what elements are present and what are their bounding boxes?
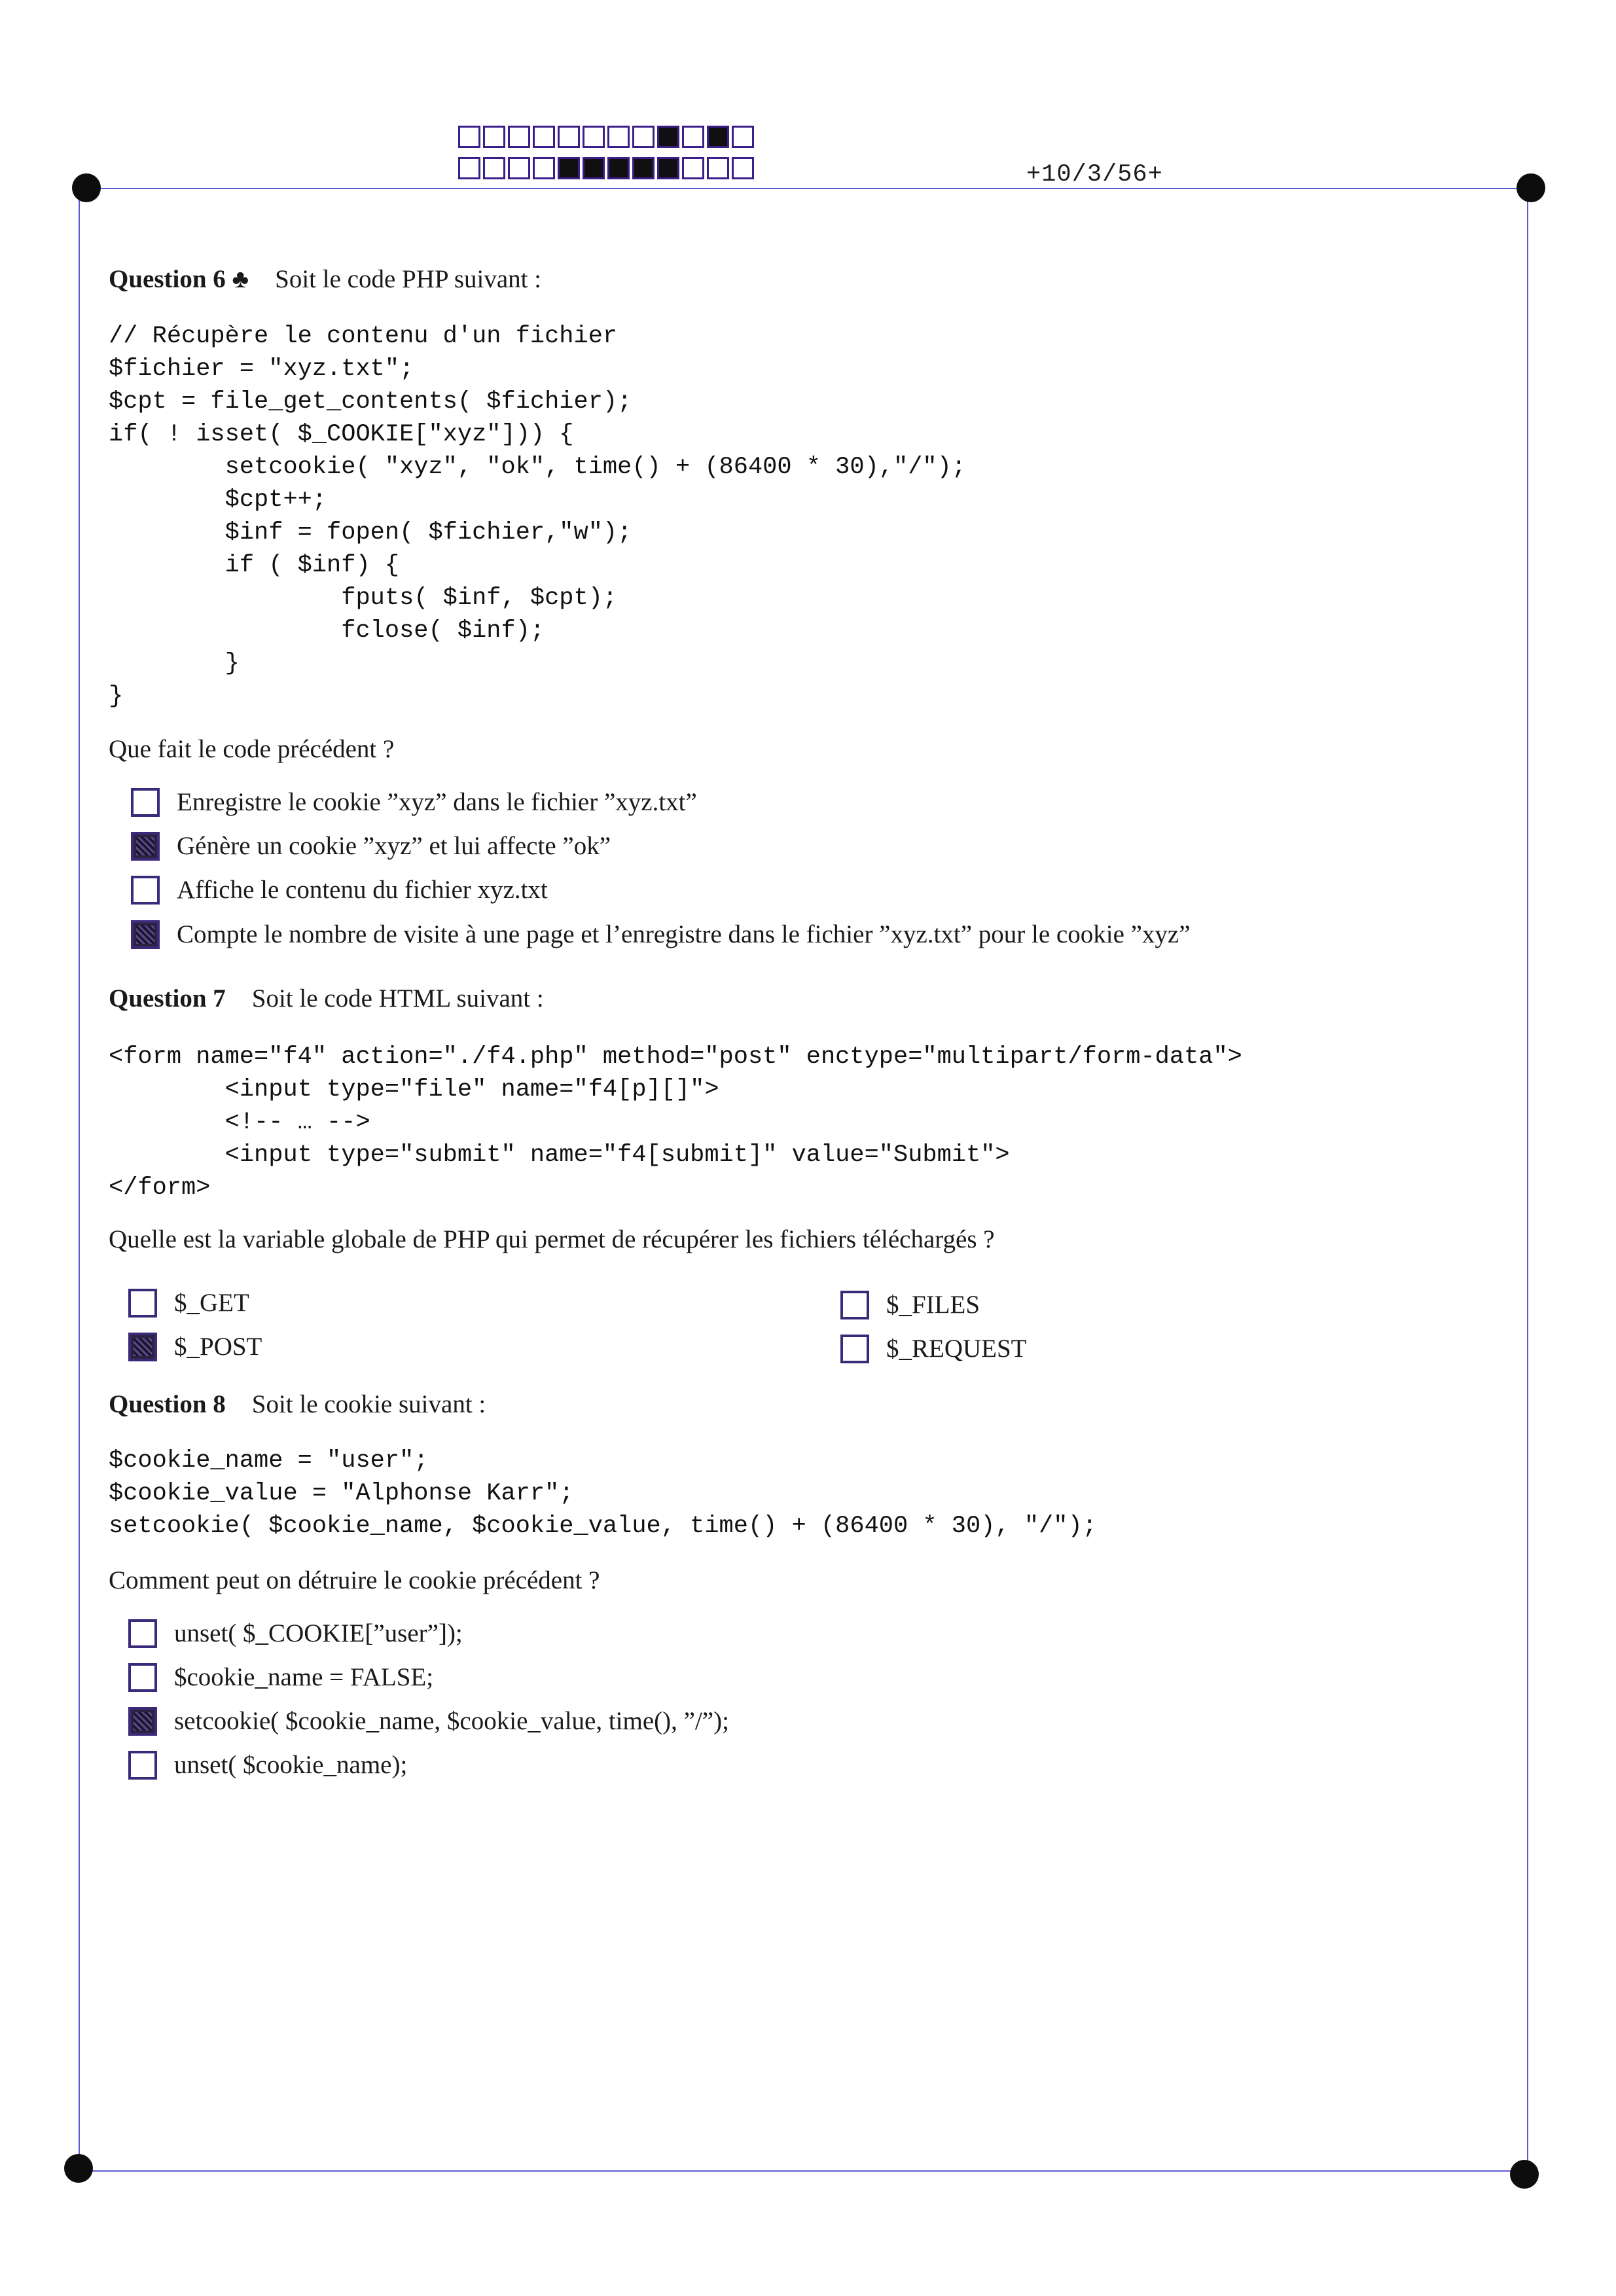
checkbox[interactable]	[131, 876, 160, 905]
question-7-title	[109, 984, 544, 1013]
choice-label: $_FILES	[886, 1291, 980, 1319]
id-grid-cell	[483, 157, 505, 179]
checkbox[interactable]	[128, 1289, 157, 1318]
choice-label: unset( $_COOKIE[”user”]);	[174, 1619, 463, 1647]
id-grid-cell	[632, 157, 655, 179]
choice-label: Affiche le contenu du fichier xyz.txt	[177, 876, 548, 904]
checkbox[interactable]	[128, 1751, 157, 1780]
question-6-choice[interactable]	[131, 787, 697, 817]
frame-right	[1527, 188, 1528, 2171]
choice-label: Enregistre le cookie ”xyz” dans le fichier ”xyz.txt”	[177, 788, 697, 816]
id-grid-cell	[632, 126, 655, 148]
choice-label: unset( $cookie_name);	[174, 1751, 408, 1779]
question-6-choice[interactable]	[131, 920, 1191, 949]
question-7-choice[interactable]	[128, 1288, 249, 1318]
id-grid-cell	[533, 157, 555, 179]
id-grid-cell	[508, 126, 530, 148]
question-6-title	[109, 264, 541, 294]
question-6-prompt: Que fait le code précédent ?	[109, 735, 395, 763]
question-8-prompt: Comment peut on détruire le cookie précédent ?	[109, 1566, 600, 1594]
checkbox[interactable]	[131, 920, 160, 949]
question-text: Soit le cookie suivant :	[251, 1390, 486, 1418]
question-8-choice[interactable]	[128, 1750, 407, 1780]
choice-label: Génère un cookie ”xyz” et lui affecte ”ok”	[177, 832, 611, 860]
id-grid-cell	[707, 126, 729, 148]
id-grid-cell	[607, 157, 630, 179]
id-grid-cell	[533, 126, 555, 148]
choice-label: $cookie_name = FALSE;	[174, 1663, 434, 1691]
id-grid-row-2	[458, 157, 757, 179]
id-grid-cell	[583, 157, 605, 179]
id-grid-cell	[458, 157, 480, 179]
question-8-choice[interactable]	[128, 1662, 433, 1692]
id-grid-cell	[558, 126, 580, 148]
question-7-choice[interactable]	[840, 1334, 1027, 1363]
choice-label: $_GET	[174, 1289, 249, 1317]
question-text: Soit le code PHP suivant :	[275, 265, 542, 293]
question-6-choice[interactable]	[131, 831, 611, 861]
id-grid-cell	[732, 157, 754, 179]
checkbox[interactable]	[128, 1619, 157, 1648]
checkbox[interactable]	[131, 788, 160, 817]
checkbox[interactable]	[131, 832, 160, 861]
question-7-choice[interactable]	[840, 1290, 980, 1319]
checkbox[interactable]	[128, 1333, 157, 1361]
checkbox[interactable]	[840, 1291, 869, 1319]
checkbox[interactable]	[840, 1335, 869, 1363]
choice-label: $_REQUEST	[886, 1335, 1027, 1363]
choice-label: $_POST	[174, 1333, 262, 1361]
frame-top	[86, 188, 1532, 189]
id-grid-cell	[657, 126, 679, 148]
id-grid-cell	[607, 126, 630, 148]
question-8-code: $cookie_name = "user"; $cookie_value = "Alphonse Karr"; setcookie( $cookie_name, $cookie_value, time() + (86400 * 30), "/");	[109, 1447, 1097, 1540]
question-text: Soit le code HTML suivant :	[251, 984, 544, 1013]
corner-marker-top-left	[72, 173, 101, 202]
id-grid-cell	[682, 157, 704, 179]
id-grid-cell	[483, 126, 505, 148]
question-8-choice[interactable]	[128, 1619, 463, 1648]
corner-marker-top-right	[1517, 173, 1545, 202]
question-8-title	[109, 1390, 486, 1419]
question-7-prompt: Quelle est la variable globale de PHP qui permet de récupérer les fichiers téléchargés ?	[109, 1225, 995, 1253]
page-id: +10/3/56+	[1026, 161, 1163, 188]
question-6-choice[interactable]	[131, 875, 548, 905]
frame-bottom	[77, 2170, 1525, 2172]
checkbox[interactable]	[128, 1707, 157, 1736]
choice-label: Compte le nombre de visite à une page et l’enregistre dans le fichier ”xyz.txt” pour le cookie ”xyz”	[177, 920, 1191, 948]
question-label: Question 6 ♣	[109, 265, 249, 293]
id-grid-cell	[558, 157, 580, 179]
question-7-code: <form name="f4" action="./f4.php" method="post" enctype="multipart/form-data"> <input type="file" name="f4[p][]"> <!-- … --> <input type="submit" name="f4[submit]" value="Submit"> </form>	[109, 1043, 1242, 1202]
corner-marker-bottom-right	[1510, 2160, 1539, 2189]
question-6-code: // Récupère le contenu d'un fichier $fichier = "xyz.txt"; $cpt = file_get_contents( $fichier); if( ! isset( $_COOKIE["xyz"])) { setcookie( "xyz", "ok", time() + (86400 * 30),"/"); $cpt++; $inf = fopen( $fichier,"w"); if ( $inf) { fputs( $inf, $cpt); fclose( $inf); } }	[109, 323, 967, 710]
question-8-choice[interactable]	[128, 1706, 729, 1736]
id-grid-row-1	[458, 126, 757, 148]
id-grid-cell	[508, 157, 530, 179]
id-grid-cell	[732, 126, 754, 148]
checkbox[interactable]	[128, 1663, 157, 1692]
question-label: Question 8	[109, 1390, 226, 1418]
id-grid-cell	[657, 157, 679, 179]
choice-label: setcookie( $cookie_name, $cookie_value, time(), ”/”);	[174, 1707, 729, 1735]
frame-left	[79, 188, 80, 2171]
question-label: Question 7	[109, 984, 226, 1013]
question-7-choice[interactable]	[128, 1332, 262, 1361]
id-grid-cell	[458, 126, 480, 148]
id-grid-cell	[583, 126, 605, 148]
id-grid-cell	[707, 157, 729, 179]
id-grid-cell	[682, 126, 704, 148]
corner-marker-bottom-left	[64, 2154, 93, 2183]
